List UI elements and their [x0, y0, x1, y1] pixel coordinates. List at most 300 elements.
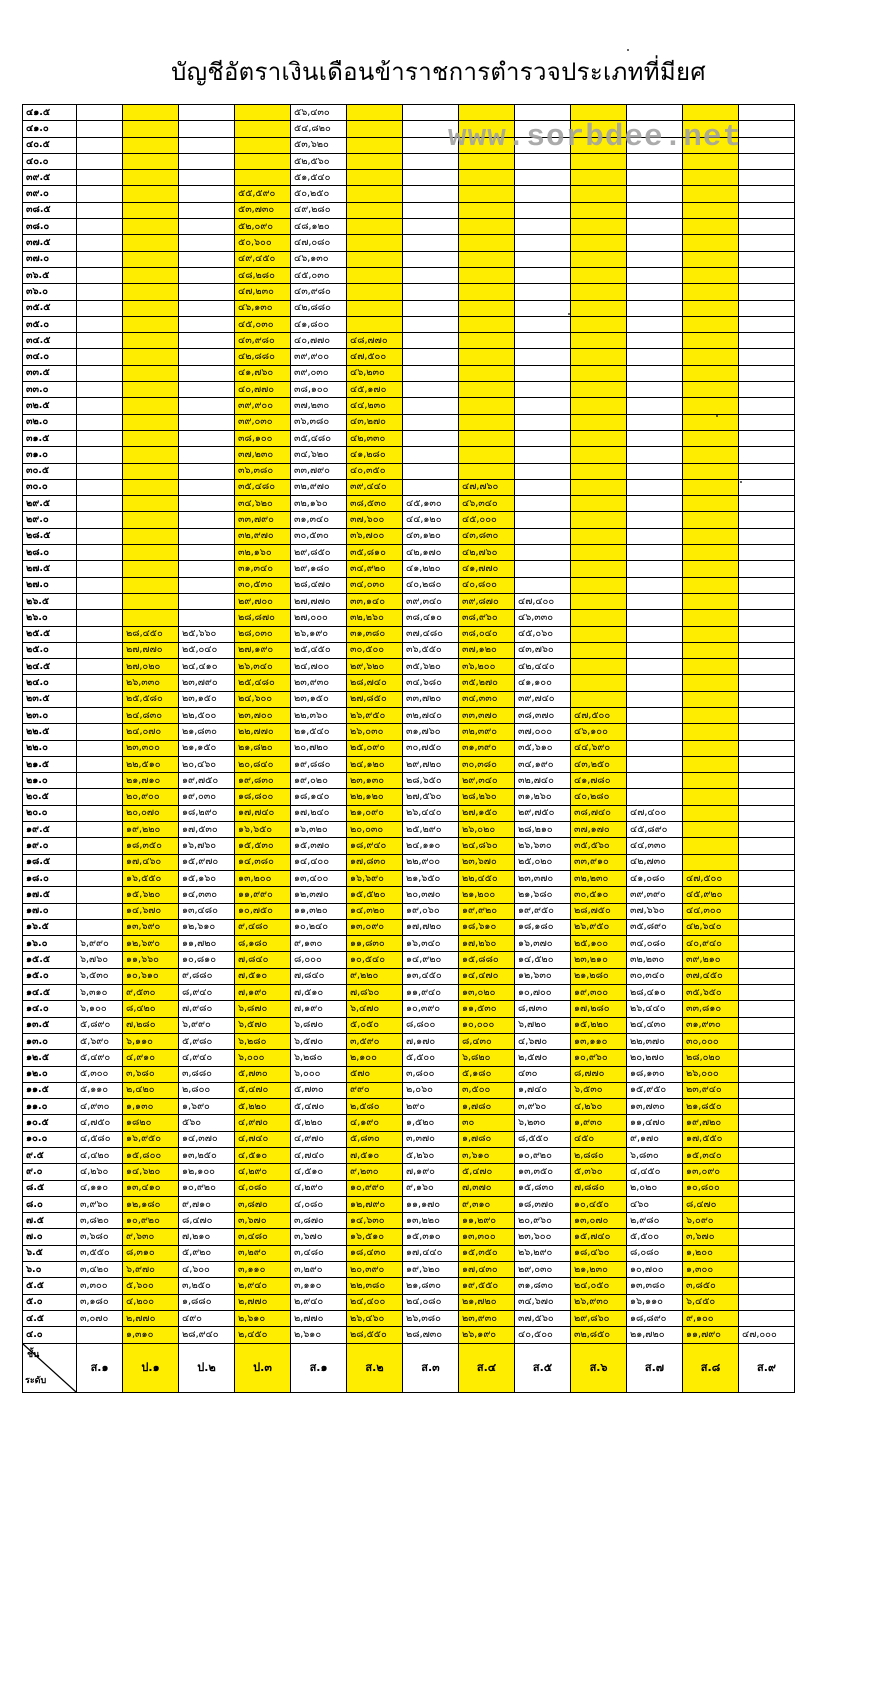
corner-top-label: ชั้น	[27, 1349, 40, 1360]
salary-cell: ๓๙,๐๓๐	[291, 365, 347, 381]
step-cell: ๒๔.๐	[23, 675, 77, 691]
salary-cell	[77, 267, 123, 283]
salary-cell: ๓๖,๒๐๐	[459, 659, 515, 675]
table-row	[23, 789, 795, 805]
salary-cell	[683, 153, 739, 169]
salary-cell: ๓๗,๖๐๐	[347, 512, 403, 528]
salary-cell: ๑๒,๑๘๐	[123, 1196, 179, 1212]
salary-cell	[739, 1245, 795, 1261]
salary-cell	[77, 235, 123, 251]
salary-cell	[683, 642, 739, 658]
salary-cell: ๓๙,๙๐๐	[235, 398, 291, 414]
salary-cell: ๔๕,๐๓๐	[291, 267, 347, 283]
salary-cell: ๒๕,๔๕๐	[291, 642, 347, 658]
salary-cell	[739, 496, 795, 512]
table-row	[23, 202, 795, 218]
step-cell: ๓๑.๐	[23, 447, 77, 463]
salary-cell: ๓๙,๗๔๐	[515, 691, 571, 707]
salary-cell: ๔๓,๑๒๐	[403, 528, 459, 544]
salary-cell	[77, 691, 123, 707]
salary-cell	[515, 545, 571, 561]
watermark: www.sorbdee.net	[448, 120, 743, 155]
salary-cell: ๑๖,๙๕๐	[123, 1131, 179, 1147]
salary-cell: ๑๘,๘๐๐	[235, 789, 291, 805]
salary-cell: ๑๘,๑๔๐	[291, 789, 347, 805]
salary-cell: ๓๕,๕๖๐	[571, 838, 627, 854]
salary-cell	[571, 561, 627, 577]
table-row	[23, 463, 795, 479]
salary-cell: ๖,๐๙๐	[683, 1213, 739, 1229]
step-cell: ๓๔.๐	[23, 349, 77, 365]
salary-cell	[77, 838, 123, 854]
salary-cell	[123, 105, 179, 121]
salary-cell	[627, 251, 683, 267]
salary-cell: ๔๔,๓๐๐	[683, 903, 739, 919]
salary-cell	[683, 170, 739, 186]
salary-cell	[739, 447, 795, 463]
salary-cell: ๒๖,๔๖๐	[347, 1310, 403, 1326]
step-cell: ๘.๕	[23, 1180, 77, 1196]
salary-cell: ๑๓,๓๕๐	[515, 1164, 571, 1180]
salary-cell: ๙,๑๓๐	[291, 936, 347, 952]
salary-cell: ๔๒,๓๓๐	[347, 430, 403, 446]
salary-cell	[739, 1148, 795, 1164]
salary-cell: ๑๒,๖๑๐	[179, 919, 235, 935]
salary-cell: ๑๙,๗๒๐	[683, 1115, 739, 1131]
salary-cell: ๑๙,๐๖๐	[403, 903, 459, 919]
salary-cell	[403, 349, 459, 365]
salary-cell: ๑๘,๑๘๐	[515, 919, 571, 935]
salary-cell	[683, 316, 739, 332]
salary-cell: ๒๙,๗๕๐	[515, 805, 571, 821]
table-row	[23, 1180, 795, 1196]
salary-cell	[571, 170, 627, 186]
salary-cell	[347, 137, 403, 153]
salary-cell: ๖,๐๐๐	[291, 1066, 347, 1082]
salary-cell: ๙๙๐	[347, 1082, 403, 1098]
salary-cell: ๓,๘๗๐	[291, 1213, 347, 1229]
column-header: ป.๓	[235, 1343, 291, 1392]
salary-cell: ๔๗,๕๐๐	[683, 870, 739, 886]
salary-cell	[123, 496, 179, 512]
salary-cell	[459, 430, 515, 446]
salary-cell	[179, 447, 235, 463]
salary-cell	[683, 724, 739, 740]
salary-cell	[739, 153, 795, 169]
salary-cell	[77, 740, 123, 756]
salary-cell	[459, 186, 515, 202]
scan-speck	[716, 415, 718, 417]
salary-cell	[739, 1262, 795, 1278]
table-row	[23, 1196, 795, 1212]
salary-cell: ๕๒,๐๙๐	[235, 219, 291, 235]
salary-cell	[77, 137, 123, 153]
step-cell: ๖.๐	[23, 1262, 77, 1278]
salary-cell	[77, 186, 123, 202]
salary-cell: ๔๖,๑๐๐	[571, 724, 627, 740]
step-cell: ๑๑.๐	[23, 1099, 77, 1115]
salary-cell: ๓,๑๑๐	[291, 1278, 347, 1294]
salary-cell	[627, 479, 683, 495]
salary-cell	[683, 235, 739, 251]
salary-cell	[739, 968, 795, 984]
salary-cell: ๓๙,๐๓๐	[235, 414, 291, 430]
table-row	[23, 1099, 795, 1115]
salary-cell: ๕,๗๓๐	[235, 1066, 291, 1082]
salary-cell	[403, 235, 459, 251]
step-cell: ๔๐.๐	[23, 153, 77, 169]
salary-cell: ๓,๘๒๐	[77, 1213, 123, 1229]
step-cell: ๔๑.๐	[23, 121, 77, 137]
salary-cell: ๒๕,๒๙๐	[403, 822, 459, 838]
salary-cell: ๒๕,๑๐๐	[571, 936, 627, 952]
column-header: ส.๙	[739, 1343, 795, 1392]
salary-cell: ๓๗,๑๗๐	[571, 822, 627, 838]
table-row	[23, 284, 795, 300]
salary-cell: ๒๑,๘๓๐	[403, 1278, 459, 1294]
salary-cell	[123, 153, 179, 169]
table-row	[23, 985, 795, 1001]
salary-cell: ๒๔,๖๐๐	[235, 691, 291, 707]
salary-cell: ๗,๘๘๐	[571, 1180, 627, 1196]
salary-cell: ๓๑,๓๔๐	[235, 561, 291, 577]
salary-cell: ๑๘,๘๙๐	[627, 1310, 683, 1326]
salary-cell	[77, 870, 123, 886]
salary-cell: ๒๓,๗๙๐	[179, 675, 235, 691]
salary-cell	[739, 1164, 795, 1180]
salary-cell: ๒๐,๙๐๐	[123, 789, 179, 805]
salary-cell	[459, 316, 515, 332]
salary-cell: ๓,๕๕๐	[77, 1245, 123, 1261]
salary-cell: ๓,๒๙๐	[235, 1245, 291, 1261]
salary-cell	[77, 919, 123, 935]
salary-cell	[739, 512, 795, 528]
salary-cell: ๓๑,๗๖๐	[403, 724, 459, 740]
salary-cell	[77, 479, 123, 495]
salary-cell	[739, 740, 795, 756]
salary-cell: ๑๗,๕๕๐	[683, 1131, 739, 1147]
salary-cell: ๓๙,๓๔๐	[403, 593, 459, 609]
salary-cell	[179, 365, 235, 381]
salary-cell: ๑๒,๓๗๐	[291, 887, 347, 903]
salary-cell: ๑๗,๒๖๐	[459, 936, 515, 952]
salary-cell: ๑๐,๗๐๐	[627, 1262, 683, 1278]
salary-cell: ๘,๙๔๐	[179, 985, 235, 1001]
table-row	[23, 430, 795, 446]
salary-cell: ๓๘,๑๐๐	[291, 382, 347, 398]
salary-cell: ๑๘,๔๖๐	[571, 1245, 627, 1261]
salary-cell: ๔,๔๕๐	[627, 1164, 683, 1180]
salary-cell	[739, 186, 795, 202]
salary-cell	[739, 577, 795, 593]
salary-cell	[683, 561, 739, 577]
salary-cell: ๑๓,๐๒๐	[459, 985, 515, 1001]
salary-cell	[179, 105, 235, 121]
salary-cell	[123, 300, 179, 316]
step-cell: ๒๖.๐	[23, 610, 77, 626]
salary-cell	[459, 235, 515, 251]
salary-cell	[739, 691, 795, 707]
salary-cell: ๔๔,๖๙๐	[571, 740, 627, 756]
salary-cell: ๓,๘๘๐	[179, 1066, 235, 1082]
table-row	[23, 675, 795, 691]
salary-cell: ๔,๙๗๐	[235, 1115, 291, 1131]
salary-cell: ๓๐,๕๑๐	[571, 887, 627, 903]
salary-cell	[77, 724, 123, 740]
salary-cell: ๒,๗๗๐	[291, 1310, 347, 1326]
salary-cell: ๒๓,๑๕๐	[179, 691, 235, 707]
salary-cell: ๑๕,๓๕๐	[459, 1245, 515, 1261]
salary-cell	[627, 528, 683, 544]
salary-cell: ๓๓,๓๗๐	[459, 707, 515, 723]
salary-cell: ๙,๓๑๐	[459, 1196, 515, 1212]
table-row	[23, 577, 795, 593]
salary-cell	[179, 170, 235, 186]
salary-cell: ๒,๐๖๐	[403, 1082, 459, 1098]
salary-cell: ๖,๑๑๐	[123, 1033, 179, 1049]
salary-cell: ๓๑,๓๘๐	[347, 626, 403, 642]
salary-cell	[739, 903, 795, 919]
salary-cell: ๒๔,๑๒๐	[347, 756, 403, 772]
table-row	[23, 887, 795, 903]
salary-cell: ๒๘,๔๗๐	[291, 577, 347, 593]
salary-cell: ๘,๑๘๐	[235, 936, 291, 952]
salary-cell: ๕,๙๘๐	[179, 1033, 235, 1049]
step-cell: ๒๒.๕	[23, 724, 77, 740]
salary-cell	[627, 756, 683, 772]
salary-cell: ๑๘๒๐	[123, 1115, 179, 1131]
salary-cell: ๒๘,๗๕๐	[571, 903, 627, 919]
salary-cell: ๒๐,๐๓๐	[347, 822, 403, 838]
table-row	[23, 1229, 795, 1245]
step-cell: ๒๑.๕	[23, 756, 77, 772]
salary-cell	[739, 170, 795, 186]
salary-cell	[627, 642, 683, 658]
salary-cell: ๖,๙๗๐	[123, 1262, 179, 1278]
salary-cell: ๒๖,๓๘๐	[403, 1310, 459, 1326]
salary-cell: ๕๕,๕๙๐	[235, 186, 291, 202]
salary-cell	[459, 251, 515, 267]
step-cell: ๒๘.๐	[23, 545, 77, 561]
salary-cell: ๖,๘๒๐	[459, 1050, 515, 1066]
salary-cell	[77, 170, 123, 186]
salary-cell	[739, 365, 795, 381]
step-cell: ๒๕.๕	[23, 626, 77, 642]
salary-cell	[123, 349, 179, 365]
salary-cell: ๑๐,๓๙๐	[403, 1001, 459, 1017]
salary-cell: ๒๖,๔๔๐	[403, 805, 459, 821]
salary-cell: ๔๐,๗๗๐	[235, 382, 291, 398]
salary-cell: ๓๖,๕๕๐	[403, 642, 459, 658]
step-cell: ๗.๕	[23, 1213, 77, 1229]
salary-cell	[77, 251, 123, 267]
salary-cell: ๒๕,๐๒๐	[515, 854, 571, 870]
salary-cell	[459, 414, 515, 430]
salary-cell: ๗,๒๑๐	[179, 1229, 235, 1245]
salary-cell	[123, 267, 179, 283]
salary-cell: ๒๘,๗๔๐	[347, 675, 403, 691]
salary-cell: ๔,๙๗๐	[291, 1131, 347, 1147]
salary-cell: ๓๑,๘๓๐	[515, 1278, 571, 1294]
salary-cell	[179, 153, 235, 169]
salary-cell	[77, 528, 123, 544]
salary-cell	[77, 121, 123, 137]
salary-cell	[179, 267, 235, 283]
salary-cell: ๑,๑๓๐	[123, 1099, 179, 1115]
salary-cell	[179, 219, 235, 235]
salary-cell: ๙,๗๑๐	[179, 1196, 235, 1212]
salary-cell	[683, 789, 739, 805]
salary-cell: ๑๗,๗๒๐	[403, 919, 459, 935]
salary-cell	[739, 1310, 795, 1326]
salary-cell: ๗,๕๑๐	[235, 968, 291, 984]
salary-cell: ๓๕,๖๑๐	[515, 740, 571, 756]
salary-cell: ๕,๔๗๐	[235, 1082, 291, 1098]
salary-cell: ๑๕,๘๓๐	[515, 1180, 571, 1196]
salary-cell	[459, 170, 515, 186]
salary-cell	[627, 267, 683, 283]
salary-cell: ๒๖,๙๕๐	[571, 919, 627, 935]
salary-cell	[123, 202, 179, 218]
salary-cell	[627, 707, 683, 723]
salary-cell: ๑,๕๒๐	[403, 1115, 459, 1131]
salary-cell: ๑๗,๕๓๐	[179, 822, 235, 838]
table-row	[23, 1131, 795, 1147]
salary-cell: ๔๑,๐๘๐	[627, 870, 683, 886]
salary-cell: ๔๕,๐๐๐	[459, 512, 515, 528]
salary-cell	[571, 349, 627, 365]
step-cell: ๒๐.๕	[23, 789, 77, 805]
salary-cell: ๓๒,๒๖๐	[347, 610, 403, 626]
scan-speck	[568, 313, 570, 315]
salary-cell: ๕๑,๕๔๐	[291, 170, 347, 186]
salary-cell: ๒๑,๘๒๐	[235, 740, 291, 756]
step-cell: ๒๗.๐	[23, 577, 77, 593]
salary-cell: ๓๗,๐๐๐	[515, 724, 571, 740]
salary-cell: ๑๓,๒๐๐	[235, 870, 291, 886]
salary-cell: ๑๑,๒๙๐	[459, 1213, 515, 1229]
salary-cell	[515, 300, 571, 316]
salary-cell: ๑๕,๗๔๐	[571, 1229, 627, 1245]
salary-cell: ๒๘,๙๔๐	[179, 1327, 235, 1343]
salary-cell: ๓๒,๑๖๐	[235, 545, 291, 561]
salary-cell: ๗,๓๗๐	[459, 1180, 515, 1196]
salary-cell: ๑๒,๗๙๐	[347, 1196, 403, 1212]
salary-cell: ๔๓,๗๖๐	[515, 642, 571, 658]
salary-cell	[515, 430, 571, 446]
salary-cell: ๒๘,๔๕๐	[123, 626, 179, 642]
salary-cell	[627, 447, 683, 463]
scan-speck	[627, 49, 629, 51]
step-cell: ๑๕.๕	[23, 952, 77, 968]
salary-cell: ๒,๘๐๐	[179, 1082, 235, 1098]
salary-cell: ๒๔,๐๗๐	[123, 724, 179, 740]
salary-cell	[77, 512, 123, 528]
salary-cell: ๓๗,๔๘๐	[403, 626, 459, 642]
salary-cell	[739, 887, 795, 903]
column-header: ส.๑	[291, 1343, 347, 1392]
salary-cell: ๑๗,๔๖๐	[123, 854, 179, 870]
salary-cell	[739, 382, 795, 398]
salary-cell: ๔,๙๑๐	[123, 1050, 179, 1066]
salary-cell	[571, 382, 627, 398]
salary-cell	[403, 479, 459, 495]
table-row	[23, 1115, 795, 1131]
salary-cell	[179, 333, 235, 349]
table-row	[23, 170, 795, 186]
salary-cell: ๔๐,๘๐๐	[459, 577, 515, 593]
salary-cell	[77, 202, 123, 218]
salary-cell: ๓,๔๒๐	[77, 1262, 123, 1278]
salary-cell	[739, 838, 795, 854]
salary-cell: ๔๐,๕๐๐	[515, 1327, 571, 1343]
salary-cell: ๓๔,๖๘๐	[403, 675, 459, 691]
salary-cell	[571, 153, 627, 169]
salary-cell: ๒๘,๖๕๐	[403, 773, 459, 789]
salary-cell	[403, 447, 459, 463]
salary-cell: ๓๘,๕๓๐	[347, 496, 403, 512]
salary-cell	[123, 137, 179, 153]
table-row	[23, 251, 795, 267]
table-row	[23, 952, 795, 968]
salary-cell: ๔,๕๑๐	[291, 1164, 347, 1180]
step-cell: ๒๖.๕	[23, 593, 77, 609]
salary-cell	[77, 773, 123, 789]
salary-cell: ๓๒,๘๕๐	[571, 1327, 627, 1343]
salary-cell: ๓๔,๓๓๐	[459, 691, 515, 707]
step-cell: ๑๓.๕	[23, 1017, 77, 1033]
salary-cell: ๒๒,๙๐๐	[403, 854, 459, 870]
salary-cell: ๒๘,๐๓๐	[235, 626, 291, 642]
salary-cell: ๔๕,๘๙๐	[627, 822, 683, 838]
salary-cell: ๙,๕๓๐	[123, 985, 179, 1001]
step-cell: ๓๘.๕	[23, 202, 77, 218]
salary-cell	[571, 593, 627, 609]
salary-cell	[235, 153, 291, 169]
salary-cell: ๓,๑๘๐	[77, 1294, 123, 1310]
salary-cell	[739, 284, 795, 300]
salary-cell: ๑๗,๗๔๐	[235, 805, 291, 821]
salary-cell: ๑๔,๕๒๐	[515, 952, 571, 968]
salary-cell: ๒๙,๘๕๐	[291, 545, 347, 561]
salary-cell: ๑๘,๒๙๐	[179, 805, 235, 821]
salary-cell: ๓๖,๗๐๐	[347, 528, 403, 544]
salary-cell	[347, 170, 403, 186]
step-cell: ๑๒.๐	[23, 1066, 77, 1082]
salary-cell	[515, 284, 571, 300]
salary-cell: ๑,๘๘๐	[179, 1294, 235, 1310]
column-header: ส.๕	[515, 1343, 571, 1392]
salary-cell: ๕,๓๖๐	[571, 1164, 627, 1180]
salary-cell: ๓๕,๔๘๐	[235, 479, 291, 495]
salary-cell: ๒๗,๘๕๐	[347, 691, 403, 707]
salary-cell	[235, 105, 291, 121]
salary-cell: ๓๔,๙๒๐	[347, 561, 403, 577]
salary-cell: ๑๐,๒๔๐	[291, 919, 347, 935]
salary-cell	[77, 496, 123, 512]
salary-cell	[627, 430, 683, 446]
column-header: ป.๒	[179, 1343, 235, 1392]
salary-cell	[77, 316, 123, 332]
salary-cell: ๑๗,๔๔๐	[403, 1245, 459, 1261]
salary-cell	[123, 577, 179, 593]
salary-cell: ๔๑,๗๗๐	[459, 561, 515, 577]
salary-cell	[403, 284, 459, 300]
salary-cell: ๑๓,๗๓๐	[627, 1099, 683, 1115]
salary-cell	[179, 545, 235, 561]
salary-cell: ๓๗,๑๒๐	[459, 642, 515, 658]
salary-cell: ๓,๖๗๐	[235, 1213, 291, 1229]
